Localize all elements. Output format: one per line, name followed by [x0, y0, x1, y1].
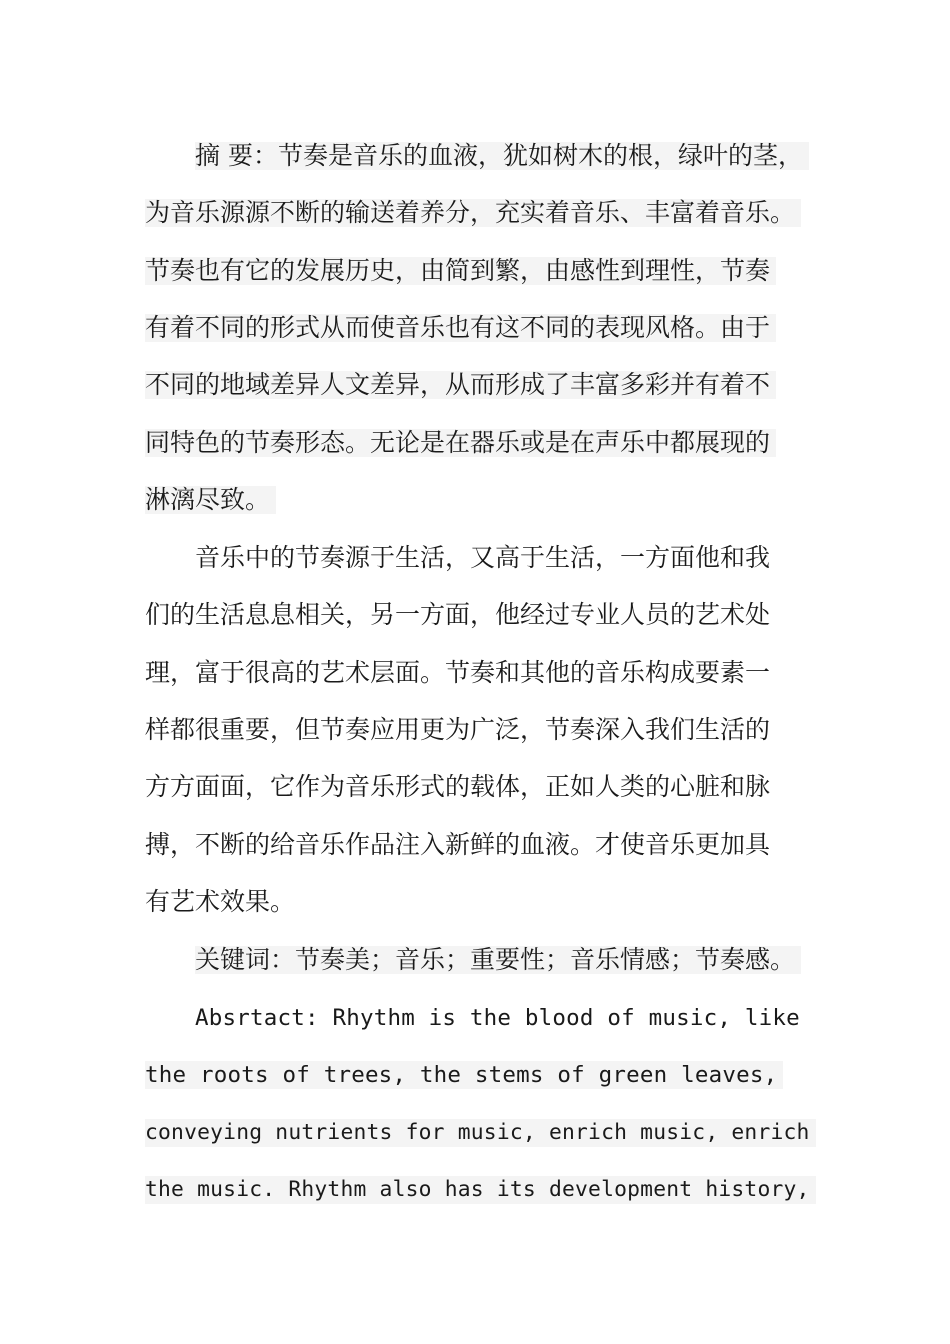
abstract-cn-line: 有着不同的形式从而使音乐也有这不同的表现风格。由于 — [145, 310, 770, 346]
paragraph-line: 有艺术效果。 — [145, 887, 296, 916]
abstract-cn-line: 淋漓尽致。 — [145, 482, 270, 518]
paragraph-line: 样都很重要，但节奏应用更为广泛，节奏深入我们生活的 — [145, 715, 771, 744]
abstract-cn-line: 节奏也有它的发展历史，由简到繁，由感性到理性，节奏 — [145, 253, 770, 289]
abstract-cn-line: 不同的地域差异人文差异，从而形成了丰富多彩并有着不 — [145, 367, 770, 403]
abstract-cn-line: 同特色的节奏形态。无论是在器乐或是在声乐中都展现的 — [145, 425, 770, 461]
paragraph-line: 音乐中的节奏源于生活，又高于生活，一方面他和我 — [195, 543, 771, 572]
paragraph-line: 理，富于很高的艺术层面。节奏和其他的音乐构成要素一 — [145, 658, 771, 687]
abstract-en-line: Absrtact: Rhythm is the blood of music, like — [195, 1005, 800, 1031]
abstract-cn-line: 为音乐源源不断的输送着养分，充实着音乐、丰富着音乐。 — [145, 195, 795, 231]
abstract-en-line: the music. Rhythm also has its development history, — [145, 1172, 810, 1208]
paragraph-line: 们的生活息息相关，另一方面，他经过专业人员的艺术处 — [145, 600, 771, 629]
abstract-en-line: the roots of trees, the stems of green leaves, — [145, 1057, 777, 1093]
paragraph-line: 搏，不断的给音乐作品注入新鲜的血液。才使音乐更加具 — [145, 830, 771, 859]
abstract-en-line: conveying nutrients for music, enrich music, enrich — [145, 1115, 810, 1151]
paragraph-line: 方方面面，它作为音乐形式的载体，正如人类的心脏和脉 — [145, 772, 771, 801]
keywords-line: 关键词：节奏美；音乐；重要性；音乐情感；节奏感。 — [195, 942, 795, 978]
abstract-cn-line: 摘 要：节奏是音乐的血液，犹如树木的根，绿叶的茎， — [195, 138, 803, 174]
